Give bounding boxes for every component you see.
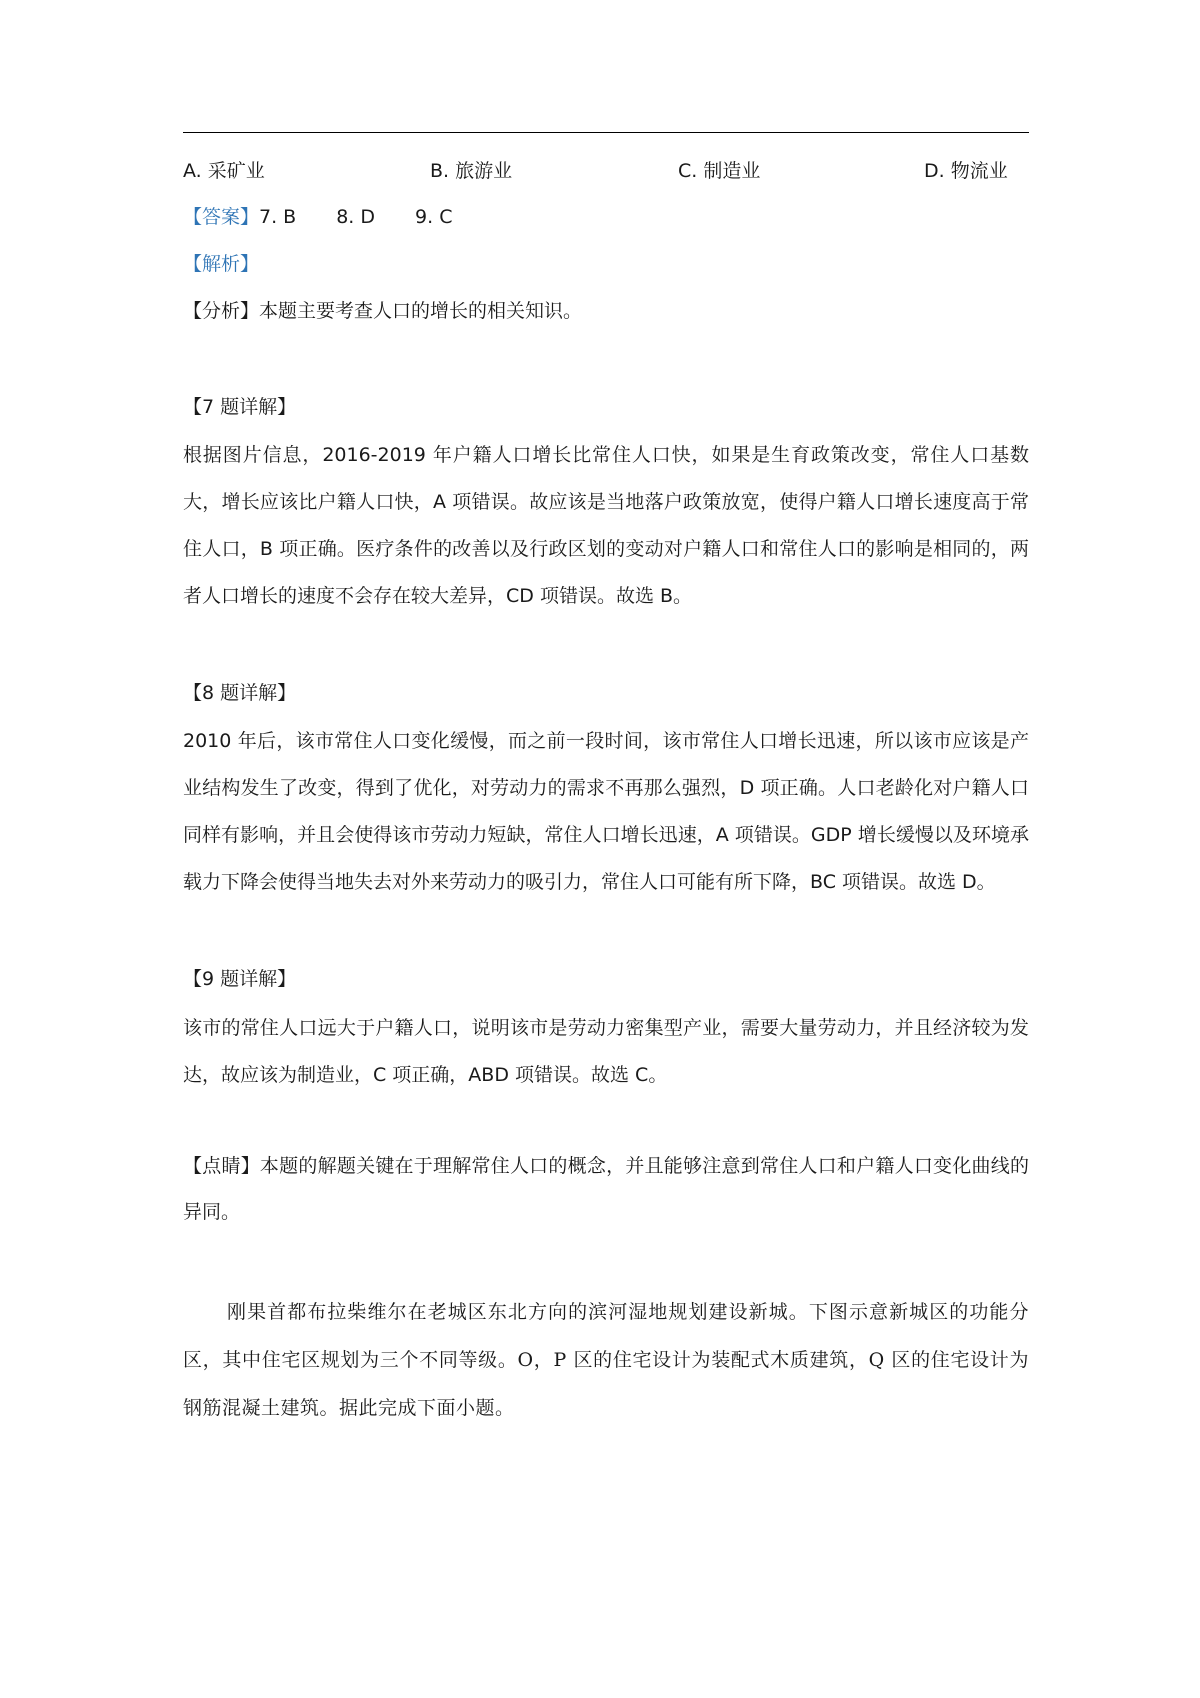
analysis-summary: 【分析】本题主要考查人口的增长的相关知识。 bbox=[183, 300, 583, 322]
option-c: C. 制造业 bbox=[678, 160, 761, 182]
next-question-intro: 刚果首都布拉柴维尔在老城区东北方向的滨河湿地规划建设新城。下图示意新城区的功能分区，其中住宅区规划为三个不同等级。O，P 区的住宅设计为装配式木质建筑，Q 区的住宅设计为钢筋混凝土建筑。据此完成下面小题。 bbox=[183, 1301, 1029, 1419]
option-b: B. 旅游业 bbox=[430, 160, 513, 182]
answer-label: 【答案】 bbox=[183, 206, 260, 228]
answer-options bbox=[183, 156, 1029, 186]
detail-8-heading: 【8 题详解】 bbox=[183, 682, 297, 704]
header-rule bbox=[183, 132, 1029, 133]
detail-7-text: 根据图片信息，2016-2019 年户籍人口增长比常住人口快，如果是生育政策改变，常住人口基数大，增长应该比户籍人口快，A 项错误。故应该是当地落户政策放宽，使得户籍人口增长速度高于常住人口，B 项正确。医疗条件的改善以及行政区划的变动对户籍人口和常住人口的影响是相同的，两者人口增长的速度不会存在较大差异，CD 项错误。故选 B。 bbox=[183, 444, 1029, 607]
analysis-label: 【解析】 bbox=[183, 253, 260, 275]
answer-q7: 7. B bbox=[259, 206, 297, 228]
document-page bbox=[183, 0, 1029, 1698]
option-d: D. 物流业 bbox=[924, 160, 1008, 182]
answer-line bbox=[183, 202, 1029, 232]
detail-7-heading: 【7 题详解】 bbox=[183, 396, 297, 418]
detail-8-text: 2010 年后，该市常住人口变化缓慢，而之前一段时间，该市常住人口增长迅速，所以该市应该是产业结构发生了改变，得到了优化，对劳动力的需求不再那么强烈，D 项正确。人口老龄化对户籍人口同样有影响，并且会使得该市劳动力短缺，常住人口增长迅速，A 项错误。GDP 增长缓慢以及环境承载力下降会使得当地失去对外来劳动力的吸引力，常住人口可能有所下降，BC 项错误。故选 D。 bbox=[183, 730, 1029, 893]
answer-q9: 9. C bbox=[415, 206, 453, 228]
option-a: A. 采矿业 bbox=[183, 160, 265, 182]
detail-9-heading: 【9 题详解】 bbox=[183, 968, 297, 990]
answer-q8: 8. D bbox=[336, 206, 376, 228]
detail-9-text: 该市的常住人口远大于户籍人口，说明该市是劳动力密集型产业，需要大量劳动力，并且经济较为发达，故应该为制造业，C 项正确，ABD 项错误。故选 C。 bbox=[183, 1017, 1029, 1086]
highlight-note: 【点睛】本题的解题关键在于理解常住人口的概念，并且能够注意到常住人口和户籍人口变化曲线的异同。 bbox=[183, 1155, 1029, 1223]
